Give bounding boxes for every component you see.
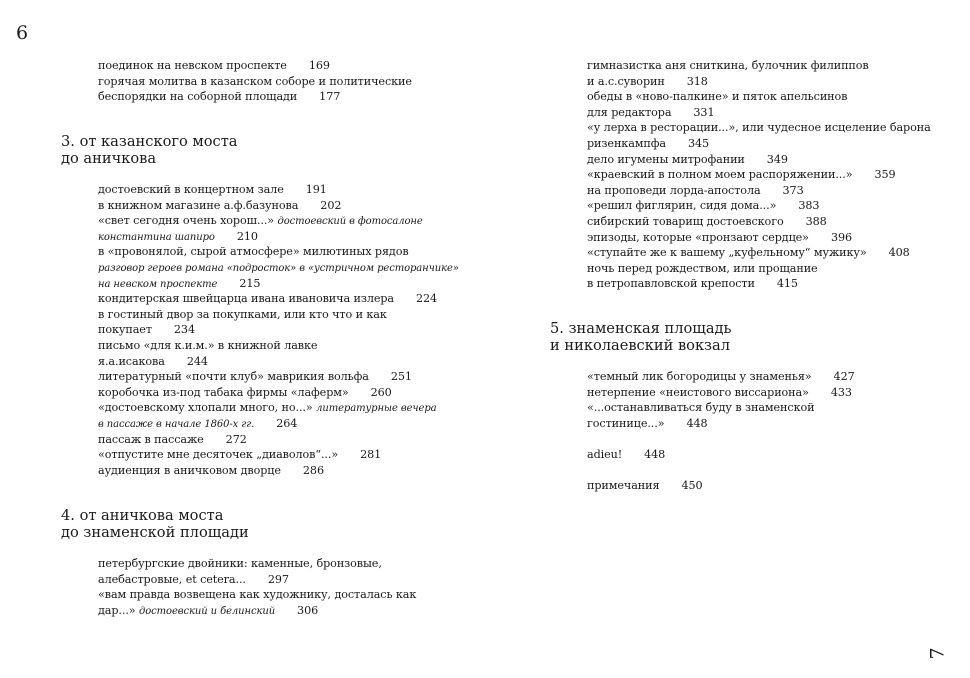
toc-entry-title: и а.с.суворин [587, 74, 665, 88]
toc-entry-page: 306 [297, 603, 319, 617]
toc-entry-page: 215 [239, 276, 261, 290]
toc-entry-page: 251 [390, 370, 412, 384]
toc-entry-title: «у лерха в ресторации...», или чудесное исцеление барона [587, 121, 931, 135]
toc-entry-page: 210 [236, 229, 258, 243]
page-number-right: 7 [926, 647, 949, 660]
toc-entry-page: 349 [766, 152, 788, 166]
toc-entry-page: 272 [225, 432, 247, 446]
toc-entry-title: письмо «для к.и.м.» в книжной лавке [98, 338, 318, 352]
toc-entry-title: обеды в «ново-палкине» и пяток апельсинов [587, 90, 848, 104]
toc-entry-title: в петропавловской крепости [587, 277, 755, 291]
toc-entry [98, 322, 459, 338]
section-heading-line: 4. от аничкова моста [61, 507, 224, 524]
section-heading-line: до аничкова [61, 150, 157, 167]
toc-entry [98, 74, 412, 90]
toc-entry-page: 281 [360, 448, 382, 462]
toc-entry-title: беспорядки на соборной площади [98, 90, 298, 104]
toc-entry-subtitle: в пассаже в начале 1860-х гг. [98, 418, 255, 430]
toc-entry [587, 183, 931, 199]
toc-entry-page: 345 [687, 136, 710, 150]
toc-entry-title: ризенкампфа [587, 136, 666, 150]
toc-entry [98, 198, 459, 214]
section-heading-line: до знаменской площади [61, 524, 249, 541]
toc-entry-page: 396 [830, 230, 852, 244]
toc-entry [587, 400, 855, 416]
section-heading-line: 5. знаменская площадь [550, 320, 732, 337]
toc-entry-subtitle: литературные вечера [316, 403, 437, 415]
toc-entry [98, 447, 459, 463]
toc-entry-title: эпизоды, которые «пронзают сердце» [587, 230, 809, 244]
toc-entry-title: достоевский в концертном зале [98, 183, 284, 196]
toc-entry [98, 229, 459, 245]
toc-entry [587, 261, 931, 277]
toc-entry-title: алебастровые, et cetera... [98, 572, 246, 586]
toc-entry-page: 264 [276, 416, 298, 430]
toc-entry-title: в книжном магазине а.ф.базунова [98, 198, 299, 212]
toc-entry [587, 120, 931, 136]
toc-entry-page: 383 [798, 199, 820, 213]
toc-entry [587, 214, 931, 230]
toc-entry-title: в «провонялой, сырой атмосфере» милютиных рядов [98, 245, 409, 259]
toc-entry-title: кондитерская швейцарца ивана ивановича излера [98, 292, 394, 306]
toc-entry [98, 463, 459, 479]
toc-entry-page: 177 [319, 90, 341, 104]
toc-entry-page: 286 [302, 463, 324, 477]
toc-entry [587, 198, 931, 214]
toc-entry-page: 244 [186, 354, 208, 368]
toc-entry-page: 388 [805, 214, 827, 228]
toc-entry [98, 291, 459, 307]
toc-entry [587, 136, 931, 152]
toc-entry [587, 416, 855, 432]
toc-entry [98, 338, 459, 354]
toc-entry-page: 202 [320, 198, 342, 212]
toc-entry [587, 167, 931, 183]
toc-entry-title: на проповеди лорда-апостола [587, 183, 761, 197]
toc-entry-title: для редактора [587, 105, 672, 119]
toc-entry [98, 244, 459, 260]
toc-entry-page: 234 [173, 323, 195, 337]
toc-entry-title: коробочка из-под табака фирмы «лаферм» [98, 385, 349, 399]
toc-entry [587, 369, 855, 385]
toc-entry-title: петербургские двойники: каменные, бронзовые, [98, 557, 382, 570]
toc-entry-page: 297 [267, 572, 289, 586]
toc-entry [587, 58, 931, 74]
toc-right-block-1 [587, 58, 931, 292]
toc-entry-page: 427 [833, 370, 855, 383]
toc-entry-title: горячая молитва в казанском соборе и политические [98, 74, 412, 88]
toc-entry [98, 416, 459, 432]
toc-entry [98, 603, 416, 619]
toc-entry-page: 359 [874, 168, 896, 182]
toc-entry-page: 448 [644, 448, 666, 461]
toc-entry [98, 369, 459, 385]
toc-entry-subtitle: на невском проспекте [98, 278, 218, 290]
toc-entry [587, 385, 855, 401]
toc-entry [98, 182, 459, 198]
toc-left-block-1 [98, 58, 412, 105]
toc-entry-title: дело игумены митрофании [587, 152, 745, 166]
toc-entry-title: гимназистка аня сниткина, булочник филиппов [587, 59, 869, 72]
toc-entry [98, 385, 459, 401]
toc-entry-title: поединок на невском проспекте [98, 59, 287, 72]
toc-entry-page: 191 [305, 183, 327, 196]
toc-entry [98, 307, 459, 323]
toc-entry-title: «достоевскому хлопали много, но...» [98, 401, 313, 415]
section-heading-line: 3. от казанского моста [61, 133, 238, 150]
toc-entry-page: 331 [693, 105, 715, 119]
toc-entry [587, 276, 931, 292]
toc-entry-title: литературный «почти клуб» маврикия вольфа [98, 370, 369, 384]
toc-entry-title: adieu! [587, 448, 623, 461]
toc-entry-title: «отпустите мне десяточек „диаволов“...» [98, 448, 339, 462]
toc-entry-page: 448 [686, 416, 708, 430]
toc-entry-title: я.а.исакова [98, 354, 165, 368]
toc-entry-page: 408 [888, 246, 910, 260]
toc-entry-title: «ступайте же к вашему „куфельному“ мужику» [587, 246, 867, 260]
toc-entry [587, 230, 931, 246]
toc-entry-page: 260 [370, 385, 392, 399]
toc-entry-title: нетерпение «неистового виссариона» [587, 385, 809, 399]
toc-entry [98, 276, 459, 292]
toc-entry-subtitle: достоевский в фотосалоне [277, 216, 423, 228]
toc-left-block-2 [98, 182, 459, 478]
toc-entry-title: дар...» [98, 603, 136, 617]
toc-entry-title: «...останавливаться буду в знаменской [587, 401, 815, 415]
toc-entry [587, 105, 931, 121]
toc-entry [587, 74, 931, 90]
toc-entry-title: покупает [98, 323, 152, 337]
toc-entry-page: 318 [686, 74, 708, 88]
toc-entry [98, 400, 459, 416]
toc-entry [98, 89, 412, 105]
toc-entry-title: сибирский товарищ достоевского [587, 214, 784, 228]
toc-right-block-2 [587, 369, 855, 431]
toc-entry [98, 432, 459, 448]
toc-entry [587, 152, 931, 168]
toc-entry-title: пассаж в пассаже [98, 432, 204, 446]
toc-entry-title: «темный лик богородицы у знаменья» [587, 370, 812, 383]
section-heading-3 [61, 133, 238, 167]
section-heading-line: и николаевский вокзал [550, 337, 730, 354]
toc-entry-title: «вам правда возвещена как художнику, досталась как [98, 588, 417, 602]
toc-entry-page: 169 [308, 59, 330, 72]
toc-entry-title: ночь перед рождеством, или прощание [587, 261, 818, 275]
toc-entry-notes [587, 478, 703, 494]
toc-entry-title: гостинице...» [587, 416, 665, 430]
toc-entry-title: «решил фиглярин, сидя дома...» [587, 199, 777, 213]
toc-entry-subtitle: достоевский и белинский [139, 605, 276, 617]
toc-entry [98, 572, 416, 588]
toc-entry [98, 58, 412, 74]
section-heading-5 [550, 320, 732, 354]
toc-entry [587, 89, 931, 105]
toc-entry-adieu [587, 447, 665, 463]
toc-entry-subtitle: разговор героев романа «подросток» в «устричном ресторанчике» [98, 262, 459, 274]
section-heading-4 [61, 507, 249, 541]
toc-entry [98, 213, 459, 229]
toc-entry-page: 373 [782, 183, 804, 197]
page-number-left: 6 [16, 22, 29, 44]
toc-entry [98, 354, 459, 370]
toc-entry [98, 587, 416, 603]
toc-entry [98, 260, 459, 276]
toc-left-block-3 [98, 556, 416, 618]
toc-entry [98, 556, 416, 572]
toc-entry-title: в гостиный двор за покупками, или кто что и как [98, 307, 387, 321]
toc-entry-title: «краевский в полном моем распоряжении...» [587, 168, 853, 182]
toc-entry-title: «свет сегодня очень хорош...» [98, 214, 275, 228]
toc-entry-page: 433 [830, 385, 852, 399]
toc-entry-page: 224 [415, 292, 438, 306]
toc-entry-subtitle: константина шапиро [98, 231, 215, 243]
toc-entry-title: примечания [587, 479, 660, 492]
toc-entry-title: аудиенция в аничковом дворце [98, 463, 281, 477]
toc-entry-page: 450 [681, 479, 703, 492]
toc-entry-page: 415 [776, 277, 798, 291]
toc-entry [587, 245, 931, 261]
